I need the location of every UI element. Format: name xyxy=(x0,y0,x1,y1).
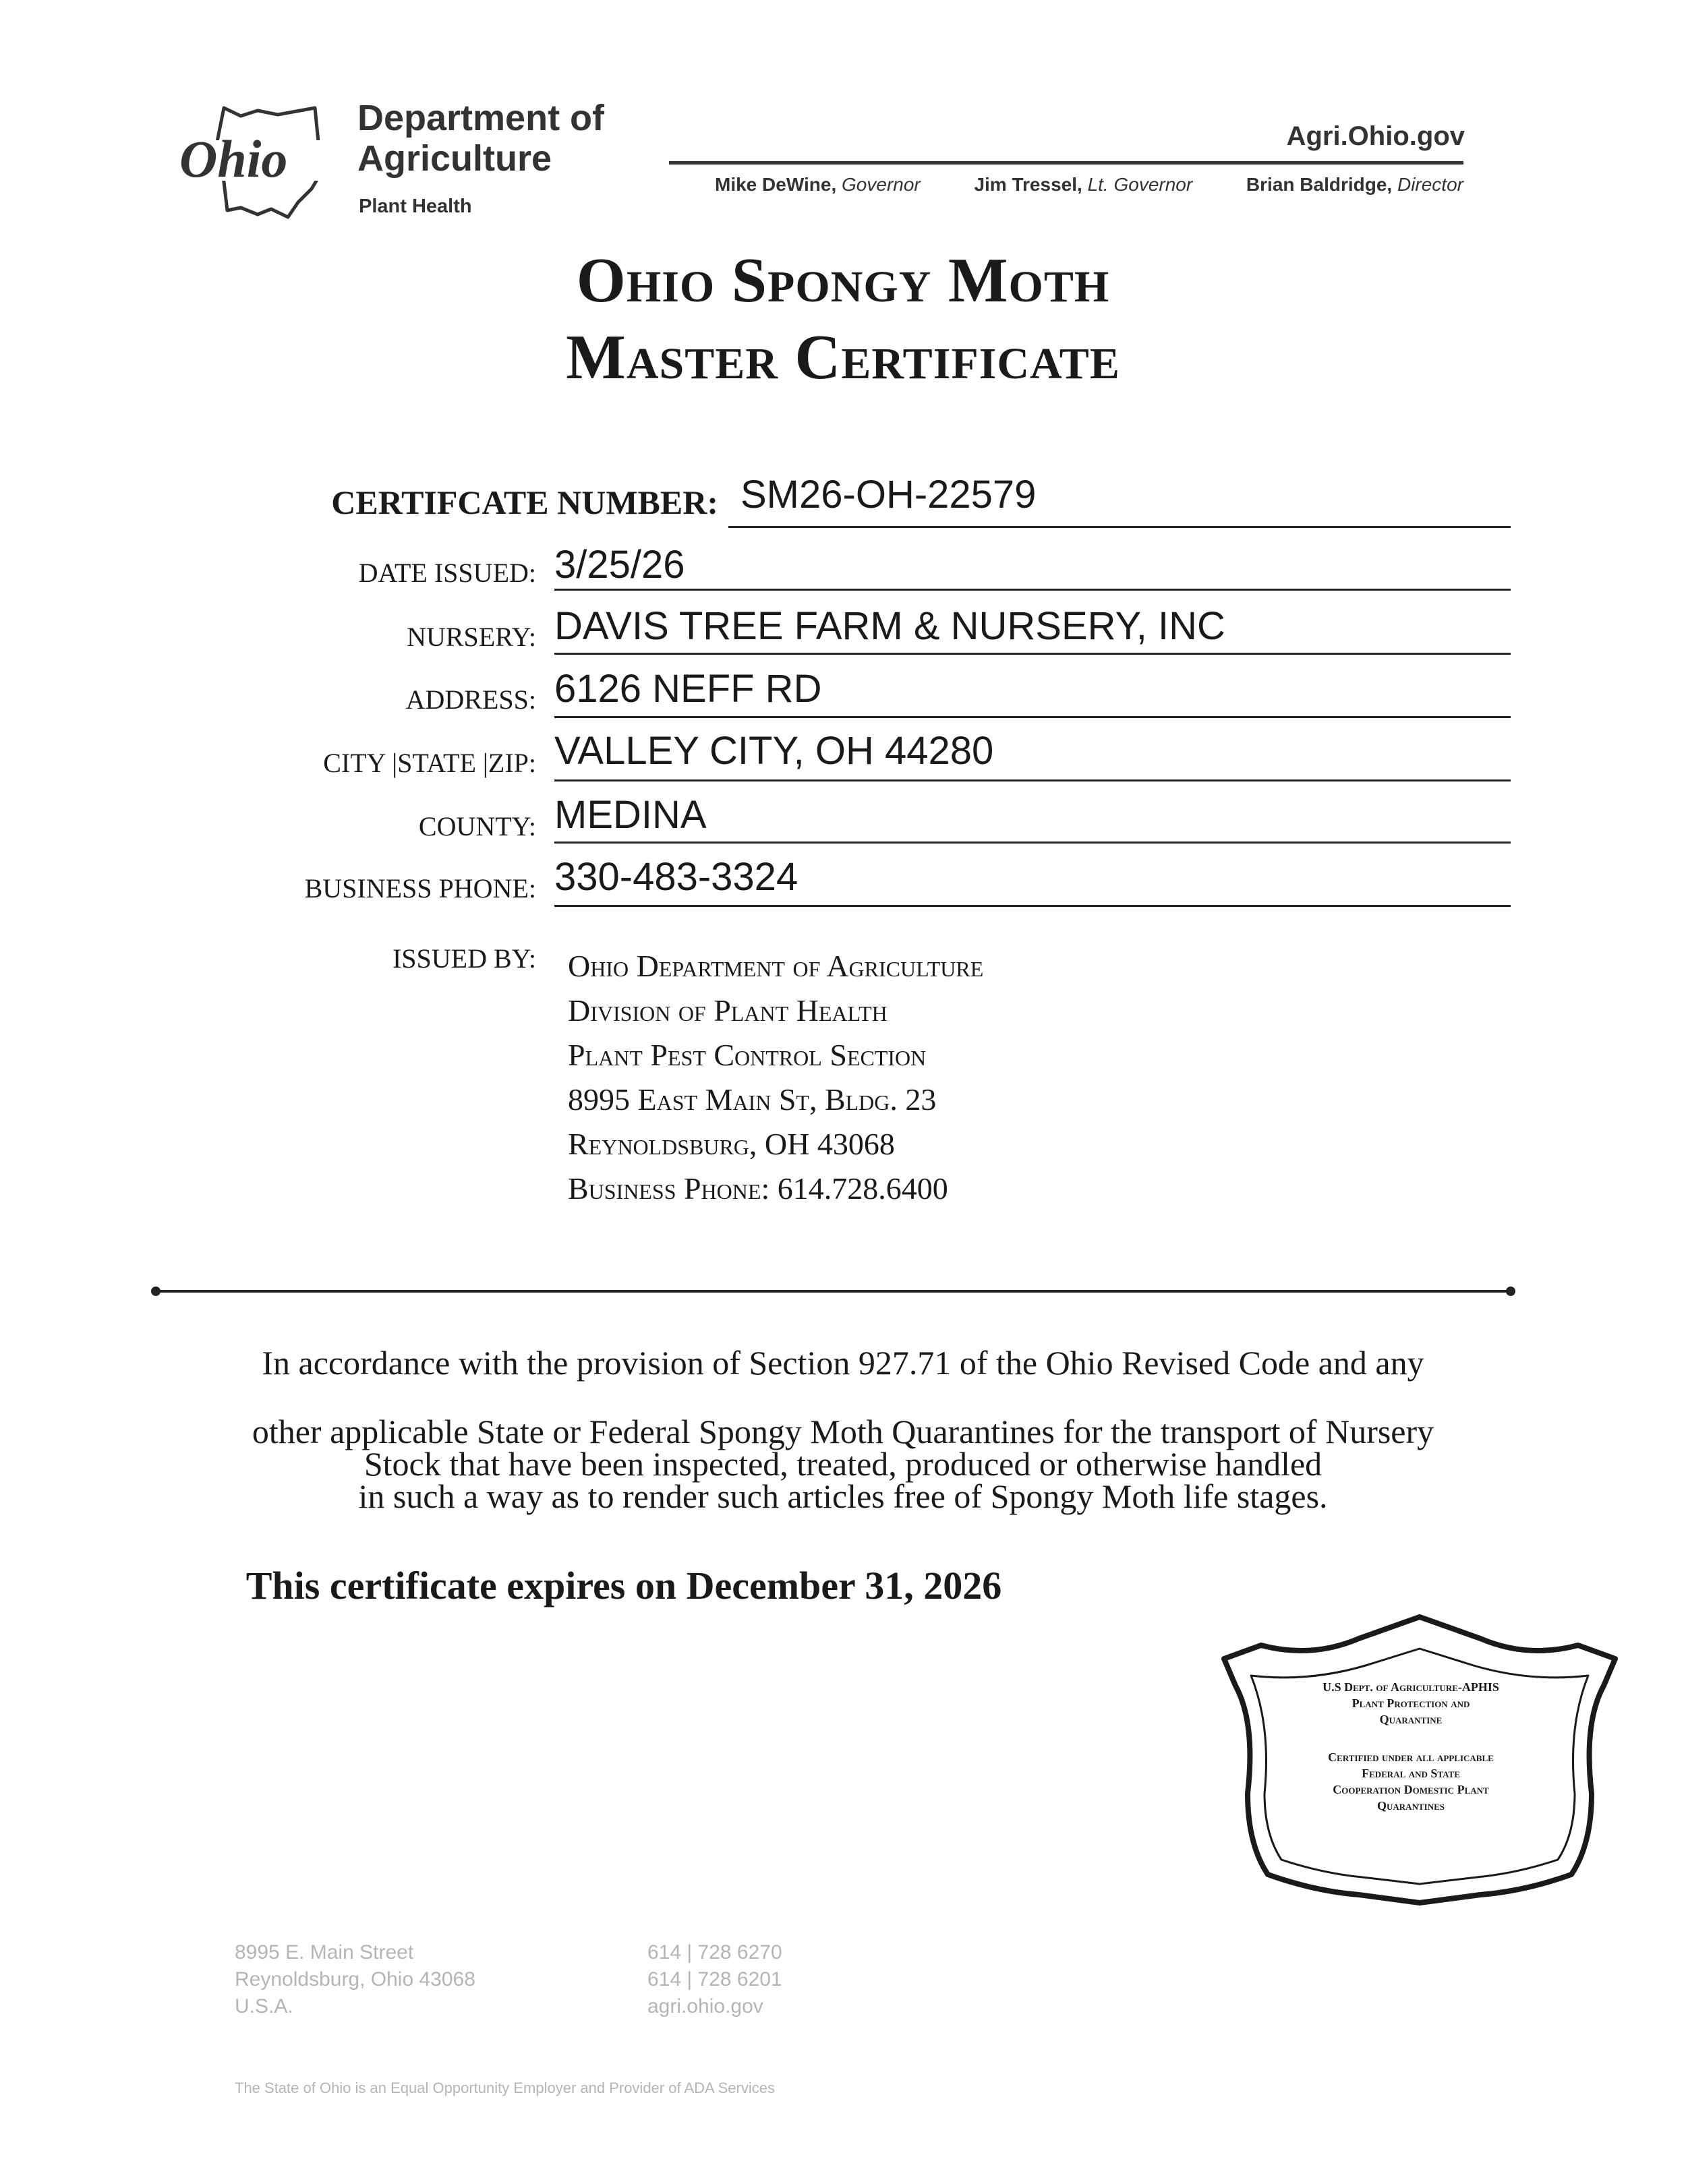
dept-name-line2: Agriculture xyxy=(357,138,552,179)
certificate-number-label: CERTIFCATE NUMBER: xyxy=(331,483,718,521)
divider-end-dot xyxy=(1506,1287,1515,1296)
title-line2: Master Certificate xyxy=(566,322,1120,392)
issuer-line: Ohio Department of Agriculture xyxy=(568,949,984,983)
official-governor: Mike DeWine, Governor xyxy=(715,174,921,195)
issuer-line: Division of Plant Health xyxy=(568,993,888,1028)
seal-line-7: Quarantines xyxy=(1377,1799,1445,1812)
body-line-2: other applicable State or Federal Spongy Moth Quarantines for the transport of Nursery xyxy=(252,1413,1434,1450)
certificate-number-line xyxy=(728,526,1511,528)
section-divider xyxy=(155,1290,1511,1293)
logo-word: Ohio xyxy=(179,129,288,188)
divider-end-dot xyxy=(151,1287,161,1296)
city-state-zip-line xyxy=(554,779,1511,781)
seal-line-2: Plant Protection and xyxy=(1351,1696,1470,1710)
footer-fax: 614 | 728 6201 xyxy=(647,1968,782,1990)
nursery-label: NURSERY: xyxy=(407,622,536,652)
body-line-1: In accordance with the provision of Section 927.71 of the Ohio Revised Code and any xyxy=(262,1344,1424,1382)
issuer-line: Plant Pest Control Section xyxy=(568,1038,927,1072)
issued-by-block xyxy=(568,944,983,1211)
issuer-line: 8995 East Main St, Bldg. 23 xyxy=(568,1082,937,1117)
officials-line xyxy=(715,174,1463,196)
address-label: ADDRESS: xyxy=(405,684,536,715)
footer-address xyxy=(235,1939,475,2020)
nursery-value: DAVIS TREE FARM & NURSERY, INC xyxy=(554,604,1225,648)
header-rule xyxy=(669,161,1463,165)
date-issued-line xyxy=(554,589,1511,591)
city-state-zip-value: VALLEY CITY, OH 44280 xyxy=(554,729,994,773)
seal-line-4: Certified under all applicable xyxy=(1328,1750,1494,1764)
seal-line-6: Cooperation Domestic Plant xyxy=(1333,1783,1489,1796)
business-phone-value: 330-483-3324 xyxy=(554,855,798,899)
footer-address-line: U.S.A. xyxy=(235,1995,293,2017)
date-issued-label: DATE ISSUED: xyxy=(358,558,536,588)
equal-opportunity-notice: The State of Ohio is an Equal Opportunity Employer and Provider of ADA Services xyxy=(235,2079,775,2096)
issuer-line: Business Phone: 614.728.6400 xyxy=(568,1171,948,1206)
nursery-line xyxy=(554,653,1511,655)
issued-by-label: ISSUED BY: xyxy=(392,943,536,974)
business-phone-label: BUSINESS PHONE: xyxy=(304,873,536,904)
footer-contact xyxy=(647,1939,782,2020)
body-line-4: in such a way as to render such articles free of Spongy Moth life stages. xyxy=(358,1477,1328,1515)
ohio-logo-icon xyxy=(177,101,339,223)
business-phone-line xyxy=(554,905,1511,907)
seal-line-5: Federal and State xyxy=(1362,1767,1460,1780)
city-state-zip-label: CITY |STATE |ZIP: xyxy=(323,748,536,778)
seal-line-3: Quarantine xyxy=(1379,1713,1443,1726)
official-lt-governor: Jim Tressel, Lt. Governor xyxy=(974,174,1193,195)
seal-line-1: U.S Dept. of Agriculture-APHIS xyxy=(1322,1680,1499,1694)
footer-phone: 614 | 728 6270 xyxy=(647,1941,782,1964)
date-issued-value: 3/25/26 xyxy=(554,543,685,587)
website-link[interactable]: Agri.Ohio.gov xyxy=(1286,121,1465,151)
expiration-notice: This certificate expires on December 31, 2026 xyxy=(245,1564,1002,1607)
county-label: COUNTY: xyxy=(418,811,536,842)
body-line-3: Stock that have been inspected, treated, produced or otherwise handled xyxy=(364,1445,1322,1483)
dept-name-line1: Department of xyxy=(357,98,605,138)
footer-website-link[interactable]: agri.ohio.gov xyxy=(647,1995,763,2017)
certificate-number-value: SM26-OH-22579 xyxy=(740,473,1037,517)
division-name: Plant Health xyxy=(359,196,472,217)
county-value: MEDINA xyxy=(554,793,707,837)
footer-address-line: 8995 E. Main Street xyxy=(235,1941,414,1964)
county-line xyxy=(554,842,1511,844)
address-value: 6126 NEFF RD xyxy=(554,667,822,711)
title-line1: Ohio Spongy Moth xyxy=(576,245,1110,316)
issuer-line: Reynoldsburg, OH 43068 xyxy=(568,1127,895,1161)
address-line xyxy=(554,716,1511,718)
official-director: Brian Baldridge, Director xyxy=(1246,174,1463,195)
footer-address-line: Reynoldsburg, Ohio 43068 xyxy=(235,1968,475,1990)
